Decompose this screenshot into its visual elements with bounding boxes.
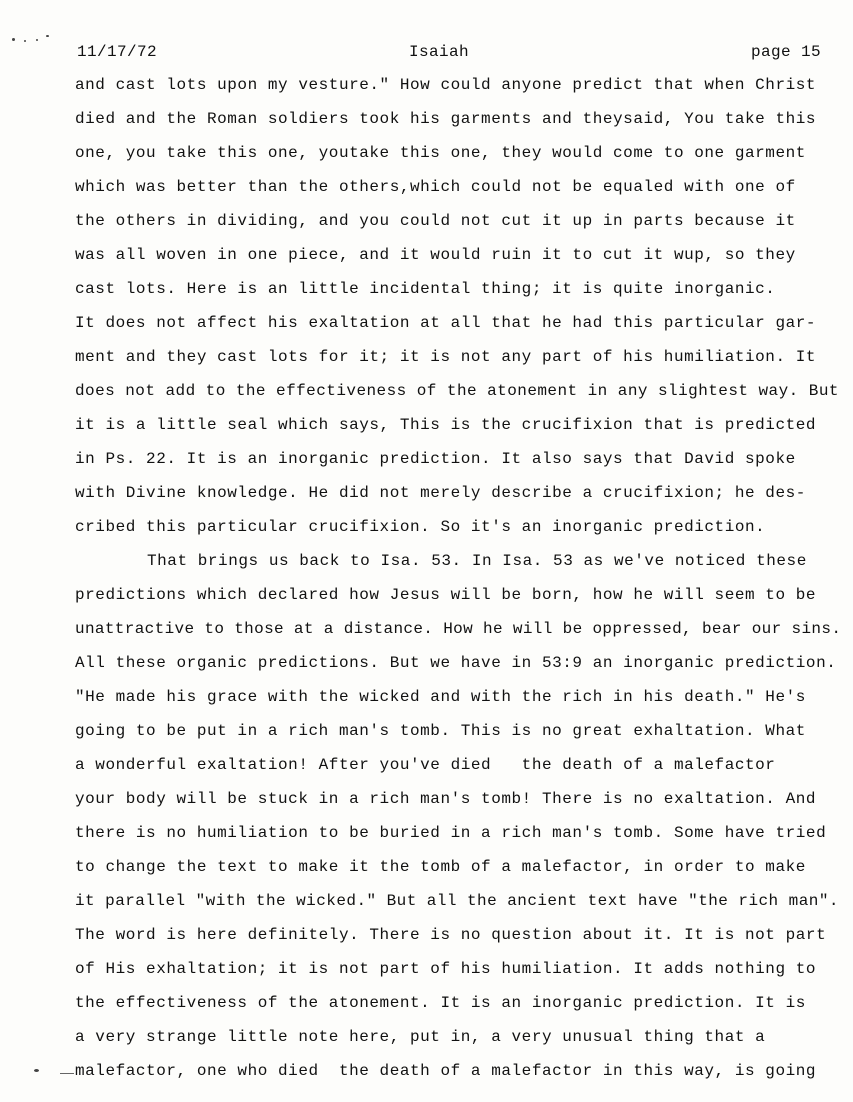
text-line: of His exhaltation; it is not part of his humiliation. It adds nothing to — [75, 960, 817, 978]
scan-speck — [46, 35, 49, 37]
text-line: going to be put in a rich man's tomb. This is no great exhaltation. What — [75, 722, 806, 740]
text-line: the effectiveness of the atonement. It is an inorganic prediction. It is — [75, 994, 806, 1012]
text-line: the others in dividing, and you could not cut it up in parts because it — [75, 212, 796, 230]
text-line: which was better than the others,which could not be equaled with one of — [75, 178, 796, 196]
header-date: 11/17/72 — [77, 43, 158, 61]
text-line: it is a little seal which says, This is the crucifixion that is predicted — [75, 416, 817, 434]
text-line: a wonderful exaltation! After you've died the death of a malefactor — [75, 756, 776, 774]
text-line: "He made his grace with the wicked and with the rich in his death." He's — [75, 688, 806, 706]
text-line: All these organic predictions. But we have in 53:9 an inorganic prediction. — [75, 654, 837, 672]
scan-speck — [34, 1069, 39, 1072]
text-line: It does not affect his exaltation at all that he had this particular gar- — [75, 314, 817, 332]
scan-speck — [36, 39, 38, 41]
text-line: cribed this particular crucifixion. So it's an inorganic prediction. — [75, 518, 766, 536]
text-line: predictions which declared how Jesus will be born, how he will seem to be — [75, 586, 817, 604]
text-line: with Divine knowledge. He did not merely describe a crucifixion; he des- — [75, 484, 806, 502]
text-line: to change the text to make it the tomb of a malefactor, in order to make — [75, 858, 806, 876]
header-page-number: page 15 — [751, 43, 822, 61]
text-line: was all woven in one piece, and it would ruin it to cut it wup, so they — [75, 246, 796, 264]
text-line: one, you take this one, youtake this one, they would come to one garment — [75, 144, 806, 162]
text-line: died and the Roman soldiers took his garments and theysaid, You take this — [75, 110, 817, 128]
scan-speck — [12, 38, 15, 41]
text-line: ment and they cast lots for it; it is not any part of his humiliation. It — [75, 348, 817, 366]
text-line: and cast lots upon my vesture." How could anyone predict that when Christ — [75, 76, 817, 94]
text-line: does not add to the effectiveness of the atonement in any slightest way. But — [75, 382, 839, 400]
text-line: unattractive to those at a distance. How he will be oppressed, bear our sins. — [75, 620, 842, 638]
text-line: there is no humiliation to be buried in a rich man's tomb. Some have tried — [75, 824, 827, 842]
scan-mark — [60, 1073, 74, 1074]
text-line: in Ps. 22. It is an inorganic prediction. It also says that David spoke — [75, 450, 796, 468]
header-title: Isaiah — [409, 43, 470, 61]
text-line: cast lots. Here is an little incidental thing; it is quite inorganic. — [75, 280, 776, 298]
text-line: That brings us back to Isa. 53. In Isa. 53 as we've noticed these — [147, 552, 807, 570]
text-line: malefactor, one who died the death of a malefactor in this way, is going — [75, 1062, 817, 1080]
scan-speck — [24, 40, 26, 42]
text-line: your body will be stuck in a rich man's tomb! There is no exaltation. And — [75, 790, 817, 808]
text-line: it parallel "with the wicked." But all the ancient text have "the rich man". — [75, 892, 839, 910]
text-line: The word is here definitely. There is no question about it. It is not part — [75, 926, 827, 944]
page-header — [0, 43, 853, 65]
text-line: a very strange little note here, put in, a very unusual thing that a — [75, 1028, 766, 1046]
